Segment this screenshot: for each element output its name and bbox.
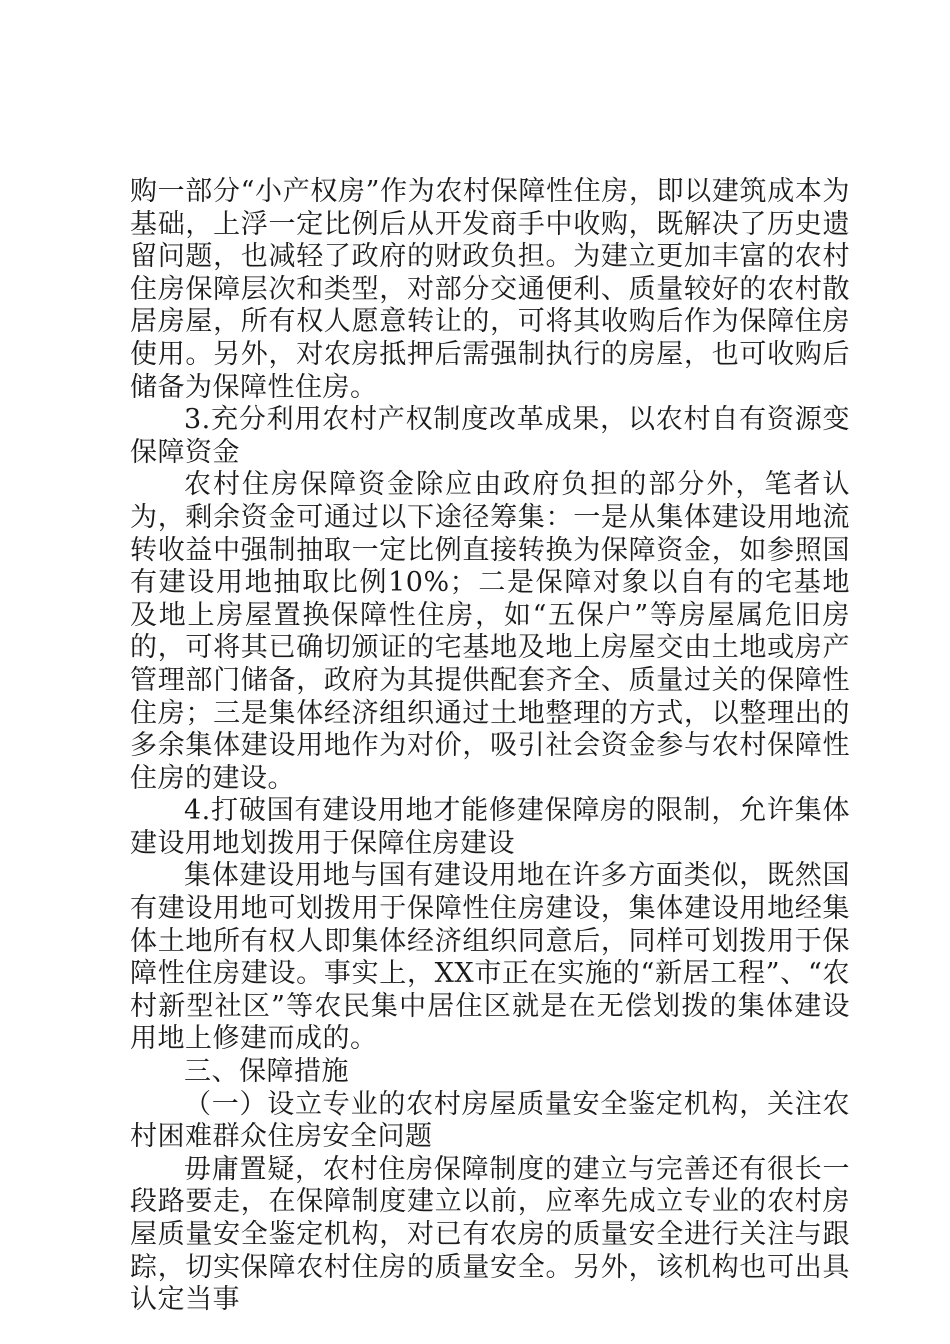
subsection-heading-1: （一）设立专业的农村房屋质量安全鉴定机构，关注农村困难群众住房安全问题	[130, 1088, 850, 1153]
heading-item-4: 4.打破国有建设用地才能修建保障房的限制，允许集体建设用地划拨用于保障住房建设	[130, 795, 850, 859]
heading-item-3: 3.充分利用农村产权制度改革成果，以农村自有资源变保障资金	[130, 404, 850, 468]
document-body	[130, 176, 850, 1317]
paragraph-safety-agency: 毋庸置疑，农村住房保障制度的建立与完善还有很长一段路要走，在保障制度建立以前，应率先成立专业的农村房屋质量安全鉴定机构，对已有农房的质量安全进行关注与跟踪，切实保障农村住房的质量安全。另外，该机构也可出具认定当事	[130, 1153, 850, 1316]
paragraph-collective-land: 集体建设用地与国有建设用地在许多方面类似，既然国有建设用地可划拨用于保障性住房建设，集体建设用地经集体土地所有权人即集体经济组织同意后，同样可划拨用于保障性住房建设。事实上，XX市正在实施的“新居工程”、“农村新型社区”等农民集中居住区就是在无偿划拨的集体建设用地上修建而成的。	[130, 860, 850, 1055]
paragraph-continuation: 购一部分“小产权房”作为农村保障性住房，即以建筑成本为基础，上浮一定比例后从开发商手中收购，既解决了历史遗留问题，也减轻了政府的财政负担。为建立更加丰富的农村住房保障层次和类型，对部分交通便利、质量较好的农村散居房屋，所有权人愿意转让的，可将其收购后作为保障住房使用。另外，对农房抵押后需强制执行的房屋，也可收购后储备为保障性住房。	[130, 176, 850, 403]
section-heading-safeguards: 三、保障措施	[184, 1056, 349, 1088]
paragraph-funding-sources: 农村住房保障资金除应由政府负担的部分外，笔者认为，剩余资金可通过以下途径筹集：一是从集体建设用地流转收益中强制抽取一定比例直接转换为保障资金，如参照国有建设用地抽取比例10%；二是保障对象以自有的宅基地及地上房屋置换保障性住房，如“五保户”等房屋属危旧房的，可将其已确切颁证的宅基地及地上房屋交由土地或房产管理部门储备，政府为其提供配套齐全、质量过关的保障性住房；三是集体经济组织通过土地整理的方式，以整理出的多余集体建设用地作为对价，吸引社会资金参与农村保障性住房的建设。	[130, 469, 850, 794]
